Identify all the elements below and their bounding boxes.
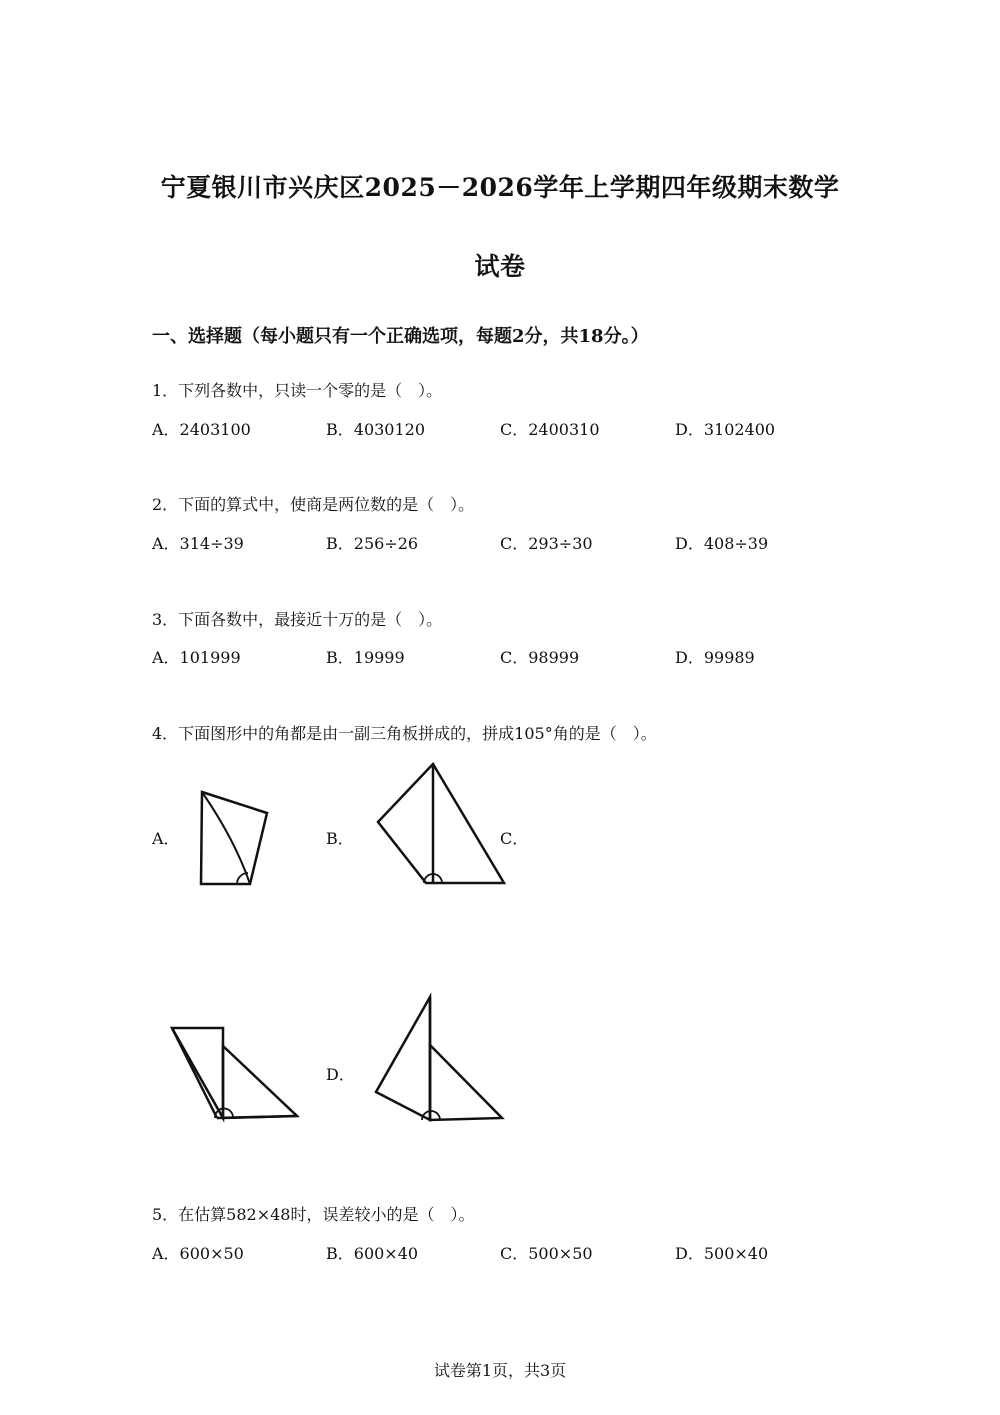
question-2-option-b: B．256÷26 bbox=[326, 534, 419, 553]
question-5-option-d: D．500×40 bbox=[675, 1244, 769, 1263]
question-1-option-a: A．2403100 bbox=[152, 420, 251, 439]
question-4-option-d: D． bbox=[326, 1065, 355, 1084]
page-footer: 试卷第1页，共3页 bbox=[433, 1361, 567, 1380]
question-4-stem: 4．下面图形中的角都是由一副三角板拼成的，拼成105°角的是（ ）。 bbox=[152, 724, 657, 743]
question-3-option-d: D．99989 bbox=[675, 648, 755, 667]
question-2-option-d: D．408÷39 bbox=[675, 534, 769, 553]
question-4-option-a: A． bbox=[152, 829, 180, 848]
question-3-option-c: C．98999 bbox=[500, 648, 580, 667]
question-5-option-c: C．500×50 bbox=[500, 1244, 593, 1263]
question-3-option-b: B．19999 bbox=[326, 648, 405, 667]
question-5-option-a: A．600×50 bbox=[152, 1244, 244, 1263]
exam-title-line2: 试卷 bbox=[474, 252, 526, 281]
section-heading-choice: 一、选择题（每小题只有一个正确选项，每题2分，共18分。） bbox=[152, 326, 649, 347]
question-3-stem: 3．下面各数中，最接近十万的是（ ）。 bbox=[152, 610, 443, 629]
question-1-option-d: D．3102400 bbox=[675, 420, 776, 439]
figure-c-triangles bbox=[165, 1020, 305, 1125]
question-4-option-c: C． bbox=[500, 829, 529, 848]
question-2-option-c: C．293÷30 bbox=[500, 534, 593, 553]
figure-a-triangles bbox=[190, 785, 280, 890]
question-2-option-a: A．314÷39 bbox=[152, 534, 244, 553]
question-4-option-b: B． bbox=[326, 829, 354, 848]
question-5-option-b: B．600×40 bbox=[326, 1244, 419, 1263]
figure-d-triangles bbox=[368, 990, 508, 1125]
question-2-stem: 2．下面的算式中，使商是两位数的是（ ）。 bbox=[152, 495, 475, 514]
figure-b-triangles bbox=[370, 758, 510, 888]
exam-title-line1: 宁夏银川市兴庆区2025－2026学年上学期四年级期末数学 bbox=[160, 173, 840, 202]
question-5-stem: 5．在估算582×48时，误差较小的是（ ）。 bbox=[152, 1205, 475, 1224]
question-3-option-a: A．101999 bbox=[152, 648, 241, 667]
question-1-option-c: C．2400310 bbox=[500, 420, 600, 439]
question-1-stem: 1．下列各数中，只读一个零的是（ ）。 bbox=[152, 381, 443, 400]
question-1-option-b: B．4030120 bbox=[326, 420, 426, 439]
